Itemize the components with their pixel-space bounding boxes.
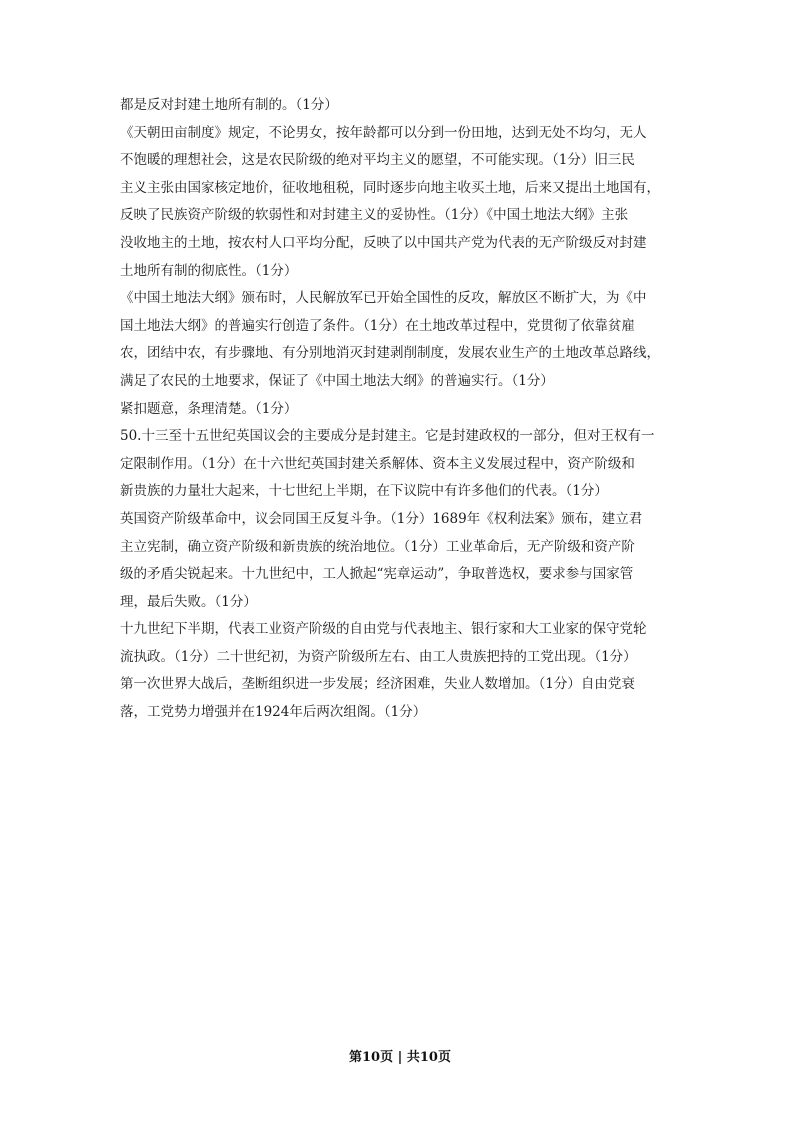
text-line: 英国资产阶级革命中，议会同国王反复斗争。（1分）1689年《权利法案》颁布，建立君: [120, 510, 643, 527]
text-line: 国土地法大纲》的普遍实行创造了条件。（1分）在土地改革过程中，党贯彻了依靠贫雇: [120, 317, 635, 334]
text-line: 定限制作用。（1分）在十六世纪英国封建关系解体、资本主义发展过程中，资产阶级和: [120, 455, 635, 472]
text-line: 农，团结中农，有步骤地、有分别地消灭封建剥削制度，发展农业生产的土地改革总路线，: [120, 345, 660, 362]
text-line: 理，最后失败。（1分）: [120, 593, 257, 610]
text-line: 级的矛盾尖锐起来。十九世纪中，工人掀起“宪章运动”，争取普选权，要求参与国家管: [120, 566, 634, 583]
text-line: 紧扣题意，条理清楚。（1分）: [120, 400, 298, 417]
text-line: 落，工党势力增强并在1924年后两次组阁。（1分）: [120, 704, 427, 721]
text-line: 主立宪制，确立资产阶级和新贵族的统治地位。（1分）工业革命后，无产阶级和资产阶: [120, 538, 635, 555]
text-line: 《中国土地法大纲》颁布时，人民解放军已开始全国性的反攻，解放区不断扩大，为《中: [120, 290, 647, 307]
text-line: 新贵族的力量壮大起来，十七世纪上半期，在下议院中有许多他们的代表。（1分）: [120, 483, 608, 500]
text-line: 50.十三至十五世纪英国议会的主要成分是封建主。它是封建政权的一部分，但对王权有一: [120, 428, 655, 445]
text-line: 反映了民族资产阶级的软弱性和对封建主义的妥协性。（1分）《中国土地法大纲》主张: [120, 207, 629, 224]
text-line: 没收地主的土地，按农村人口平均分配，反映了以中国共产党为代表的无产阶级反对封建: [120, 234, 647, 251]
text-line: 十九世纪下半期，代表工业资产阶级的自由党与代表地主、银行家和大工业家的保守党轮: [120, 621, 647, 638]
text-line: 《天朝田亩制度》规定，不论男女，按年龄都可以分到一份田地，达到无处不均匀，无人: [120, 124, 647, 141]
text-line: 不饱暖的理想社会，这是农民阶级的绝对平均主义的愿望，不可能实现。（1分）旧三民: [120, 152, 635, 169]
page-number: 第10页 | 共10页: [349, 1050, 451, 1065]
document-body: [120, 92, 690, 727]
text-line: 满足了农民的土地要求，保证了《中国土地法大纲》的普遍实行。（1分）: [120, 372, 554, 389]
text-line: 第一次世界大战后，垄断组织进一步发展；经济困难，失业人数增加。（1分）自由党衰: [120, 676, 635, 693]
text-line: 都是反对封建土地所有制的。（1分）: [120, 97, 338, 113]
text-line: 土地所有制的彻底性。（1分）: [120, 262, 298, 279]
text-line: 流执政。（1分）二十世纪初，为资产阶级所左右、由工人贵族把持的工党出现。（1分）: [120, 648, 637, 665]
text-line: 主义主张由国家核定地价，征收地租税，同时逐步向地主收买土地，后来又提出土地国有，: [120, 179, 660, 196]
